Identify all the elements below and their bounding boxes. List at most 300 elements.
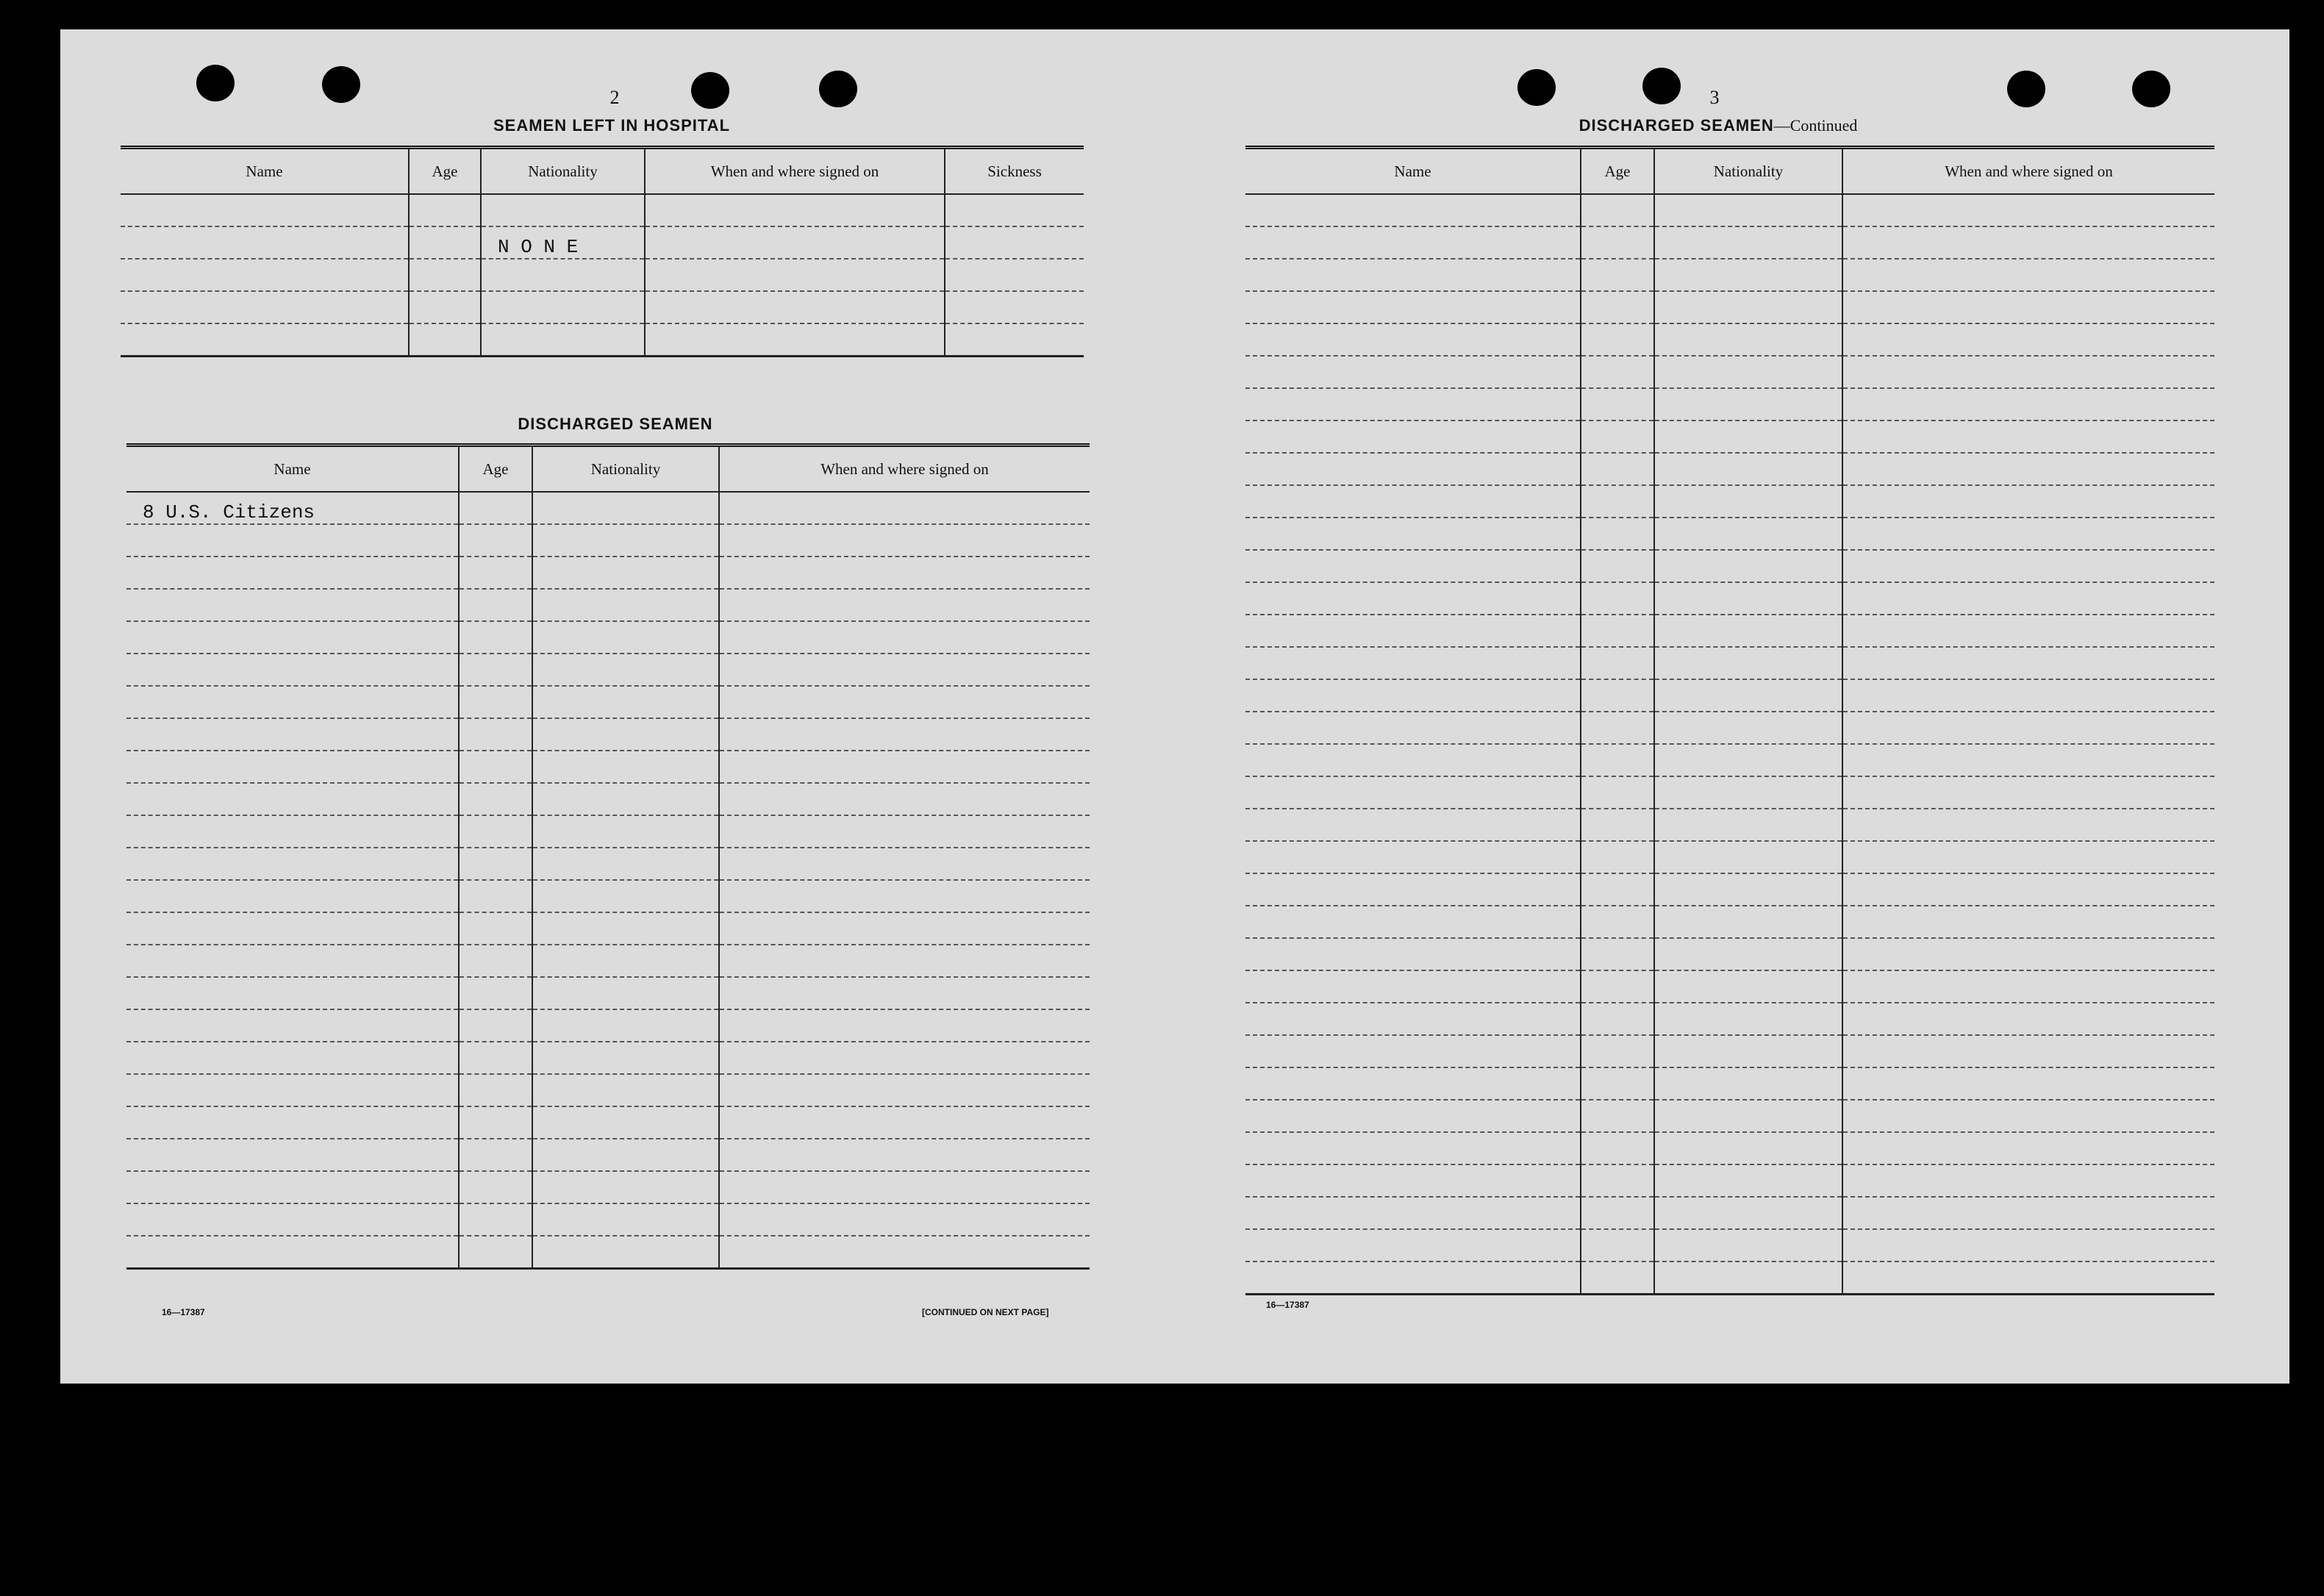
table-row [1245,679,2214,712]
table-cell [126,1139,459,1171]
table-cell [719,492,1090,524]
table-row [1245,712,2214,744]
table-cell: N O N E [481,226,645,259]
table-cell [126,880,459,912]
table-row [126,880,1090,912]
table-cell [1245,841,1581,873]
table-cell [532,1074,719,1106]
table-cell [1654,1164,1842,1197]
table-cell [532,1171,719,1203]
table-cell [121,291,409,323]
table-cell [1581,906,1654,938]
table-cell [1581,647,1654,679]
table-cell [126,1236,459,1269]
table-cell [459,1171,532,1203]
table-cell [1654,712,1842,744]
table-cell [1842,1132,2214,1164]
table-cell [481,291,645,323]
table-cell [1245,421,1581,453]
table-cell [719,1009,1090,1042]
table-row [1245,453,2214,485]
table-cell [459,880,532,912]
table-cell [532,718,719,751]
table-cell [1842,647,2214,679]
table-cell [459,589,532,621]
table-cell [1581,970,1654,1003]
title-main: DISCHARGED SEAMEN [1578,116,1774,135]
table-row [126,1139,1090,1171]
table-row [126,783,1090,815]
table-cell [126,589,459,621]
table-cell [1581,1067,1654,1100]
punch-hole [196,65,235,101]
table-cell [1842,1262,2214,1295]
table-cell [126,557,459,589]
table-cell [1654,776,1842,809]
table-cell [719,1074,1090,1106]
table-cell [719,880,1090,912]
table-cell [1654,356,1842,388]
table-cell [532,1203,719,1236]
table-cell [1245,582,1581,615]
table-cell [1842,421,2214,453]
punch-hole [1642,68,1681,104]
table-cell [1581,679,1654,712]
table-cell [1581,1132,1654,1164]
table-cell [945,291,1084,323]
table-cell [1245,776,1581,809]
table-cell [126,1203,459,1236]
table-cell [1581,291,1654,323]
table-row [1245,550,2214,582]
table-cell [1842,259,2214,291]
table-cell [1581,1197,1654,1229]
table-row [1245,1132,2214,1164]
table-cell [1245,615,1581,647]
table-cell [409,323,481,357]
punch-hole [691,72,729,109]
table-cell [719,945,1090,977]
table-cell [126,686,459,718]
punch-hole [819,71,857,107]
table-cell [481,259,645,291]
table-cell [459,524,532,557]
table-row [126,557,1090,589]
table-cell [1842,485,2214,518]
table-cell [1654,647,1842,679]
table-cell [1245,1164,1581,1197]
table-cell [1654,323,1842,356]
table-cell [1654,615,1842,647]
column-header: Age [1581,148,1654,195]
column-header: Sickness [945,148,1084,195]
table-row [1245,1164,2214,1197]
table-cell [1245,550,1581,582]
table-cell [719,783,1090,815]
table-row [1245,906,2214,938]
table-cell [1581,259,1654,291]
table-cell [532,945,719,977]
table-cell [1245,259,1581,291]
table-cell [1245,970,1581,1003]
table-cell [459,848,532,880]
table-row [1245,582,2214,615]
table-cell [1842,1100,2214,1132]
table-row [1245,615,2214,647]
table-row [1245,809,2214,841]
table-cell [1581,712,1654,744]
table-cell [719,848,1090,880]
table-cell [1842,518,2214,550]
table-cell [645,291,945,323]
table-row [126,977,1090,1009]
table-cell [459,557,532,589]
table-cell [532,977,719,1009]
table-cell [1245,1262,1581,1295]
table-cell [1245,518,1581,550]
table-cell [1842,809,2214,841]
table-row [1245,1197,2214,1229]
table-cell [945,226,1084,259]
table-cell [121,226,409,259]
table-cell [126,1042,459,1074]
table-cell [459,1106,532,1139]
title-suffix: —Continued [1773,116,1858,135]
section-title-discharged: DISCHARGED SEAMEN [518,415,713,433]
table-cell [1842,1197,2214,1229]
table-cell [1581,744,1654,776]
column-header: Age [409,148,481,195]
table-cell [1654,1003,1842,1035]
table-cell [1842,712,2214,744]
table-cell [532,686,719,718]
table-cell [1842,1003,2214,1035]
table-cell [459,912,532,945]
table-cell [1581,1035,1654,1067]
table-cell [1842,744,2214,776]
table-cell [1842,582,2214,615]
table-cell [1842,1229,2214,1262]
table-row [1245,226,2214,259]
table-cell [1654,291,1842,323]
section-title-hospital: SEAMEN LEFT IN HOSPITAL [493,116,731,135]
table-row [126,1171,1090,1203]
table-cell [1654,259,1842,291]
table-cell [719,589,1090,621]
table-cell [532,492,719,524]
table-row [126,718,1090,751]
table-cell [719,912,1090,945]
table-cell [719,815,1090,848]
table-cell [126,621,459,654]
table-row [1245,841,2214,873]
table-cell [1654,938,1842,970]
table-cell [1581,388,1654,421]
table-row [1245,421,2214,453]
punch-hole [2007,71,2045,107]
table-cell [532,1139,719,1171]
table-cell [121,323,409,357]
table-cell [459,977,532,1009]
table-cell [1654,906,1842,938]
table-cell [532,880,719,912]
table-cell [1654,841,1842,873]
table-cell [1842,1067,2214,1100]
table-cell [1654,421,1842,453]
table-cell [1245,226,1581,259]
table-row [126,654,1090,686]
table-cell [1245,938,1581,970]
table-row [121,226,1084,259]
table-row [1245,259,2214,291]
table-cell [126,783,459,815]
table-cell [1245,712,1581,744]
table-cell [1581,1229,1654,1262]
table-cell [1245,194,1581,226]
table-cell [126,848,459,880]
table-cell [945,259,1084,291]
table-cell [459,1074,532,1106]
column-header: Name [1245,148,1581,195]
table-cell [1581,323,1654,356]
table-cell [1842,841,2214,873]
table-cell [126,1171,459,1203]
table-cell [532,783,719,815]
table-row [1245,1067,2214,1100]
table-cell [1842,323,2214,356]
table-cell [1842,679,2214,712]
table-cell [1654,1197,1842,1229]
table-cell [1654,550,1842,582]
table-cell [1245,1132,1581,1164]
table-cell [459,1042,532,1074]
table-cell [532,589,719,621]
discharged-continued-table [1245,146,2214,1295]
section-title-discharged-continued [1237,116,2200,135]
table-row [1245,291,2214,323]
table-row [126,945,1090,977]
table-cell [1245,1229,1581,1262]
table-cell [1842,970,2214,1003]
continued-note: [CONTINUED ON NEXT PAGE] [922,1307,1049,1317]
column-header: When and where signed on [645,148,945,195]
table-cell [1245,291,1581,323]
table-cell [409,291,481,323]
table-cell [1654,970,1842,1003]
table-cell [126,524,459,557]
table-cell [532,1042,719,1074]
table-cell [719,1203,1090,1236]
table-cell [126,654,459,686]
table-cell [719,718,1090,751]
table-cell [719,1106,1090,1139]
table-cell [1842,1164,2214,1197]
table-cell [121,194,409,226]
table-cell [1245,744,1581,776]
table-row [126,1009,1090,1042]
punch-hole [322,66,360,103]
table-cell [1842,938,2214,970]
table-cell [645,226,945,259]
table-cell [719,686,1090,718]
table-cell [1654,809,1842,841]
table-cell [1842,388,2214,421]
table-cell [1581,938,1654,970]
table-row [126,848,1090,880]
table-cell [1654,226,1842,259]
table-cell [1654,518,1842,550]
table-cell [719,1042,1090,1074]
table-cell [719,1171,1090,1203]
table-cell [532,621,719,654]
table-cell [532,557,719,589]
table-cell [126,751,459,783]
column-header: When and where signed on [1842,148,2214,195]
table-cell [459,1203,532,1236]
table-cell [1654,1067,1842,1100]
table-cell [1245,1067,1581,1100]
table-cell [1581,518,1654,550]
table-cell [459,1139,532,1171]
column-header: Nationality [481,148,645,195]
table-cell [1581,485,1654,518]
table-cell [1245,1003,1581,1035]
table-cell [459,492,532,524]
table-cell [1581,356,1654,388]
table-cell [1245,388,1581,421]
hospital-table [121,146,1084,357]
table-row [126,751,1090,783]
table-cell [719,1139,1090,1171]
table-row [1245,1035,2214,1067]
table-cell [1654,1262,1842,1295]
table-cell [1245,906,1581,938]
table-row [126,621,1090,654]
punch-hole [2132,71,2170,107]
table-row [126,912,1090,945]
table-cell [1245,679,1581,712]
table-cell [1581,1003,1654,1035]
table-cell [1654,873,1842,906]
table-cell [1654,388,1842,421]
table-row [1245,1229,2214,1262]
table-cell [1581,615,1654,647]
table-row [1245,744,2214,776]
table-row [1245,1100,2214,1132]
table-cell [532,815,719,848]
table-row [1245,970,2214,1003]
table-cell [1842,776,2214,809]
table-row [126,1236,1090,1269]
column-header: When and where signed on [719,445,1090,493]
table-cell [532,1106,719,1139]
table-cell [645,323,945,357]
table-cell [1842,1035,2214,1067]
table-row [1245,388,2214,421]
table-cell [1581,194,1654,226]
table-row [1245,647,2214,679]
table-row [126,1042,1090,1074]
table-cell [126,1009,459,1042]
table-cell [1842,615,2214,647]
table-cell [532,1009,719,1042]
table-row [1245,938,2214,970]
table-row [126,815,1090,848]
page-number: 2 [609,87,620,108]
table-cell [459,686,532,718]
table-cell [1581,776,1654,809]
table-cell [126,1106,459,1139]
table-cell [459,1236,532,1269]
table-row [126,1106,1090,1139]
table-cell [1581,841,1654,873]
table-cell [532,751,719,783]
table-row [121,259,1084,291]
table-cell [1842,226,2214,259]
table-cell [1654,582,1842,615]
table-cell [1842,291,2214,323]
table-cell [1842,873,2214,906]
table-cell [1245,356,1581,388]
table-row [126,524,1090,557]
column-header: Name [126,445,459,493]
table-row [126,589,1090,621]
table-cell [126,815,459,848]
table-row [1245,1262,2214,1295]
table-cell [719,977,1090,1009]
table-cell [1245,809,1581,841]
table-cell [1245,323,1581,356]
table-cell [1245,1100,1581,1132]
table-cell [409,259,481,291]
table-row [1245,518,2214,550]
table-cell [945,194,1084,226]
table-cell [532,1236,719,1269]
table-cell [719,524,1090,557]
table-cell [1581,550,1654,582]
table-cell [1245,647,1581,679]
table-cell [1245,1035,1581,1067]
table-cell [1842,194,2214,226]
table-cell [126,912,459,945]
form-code: 16—17387 [162,1307,205,1317]
table-cell [532,848,719,880]
table-row [126,686,1090,718]
table-cell [1245,1197,1581,1229]
table-row [1245,485,2214,518]
table-cell [1654,1229,1842,1262]
table-cell [126,977,459,1009]
table-cell [1245,873,1581,906]
table-cell [1581,1262,1654,1295]
table-row [126,1074,1090,1106]
table-cell [532,654,719,686]
table-cell [459,783,532,815]
table-cell [409,194,481,226]
table-cell [459,1009,532,1042]
table-cell [719,1236,1090,1269]
table-cell [409,226,481,259]
table-row [126,492,1090,524]
table-cell [645,194,945,226]
table-cell [1842,550,2214,582]
table-cell [1581,1164,1654,1197]
table-cell [459,654,532,686]
table-cell [459,718,532,751]
table-cell [719,751,1090,783]
table-cell [481,323,645,357]
table-cell [1245,485,1581,518]
